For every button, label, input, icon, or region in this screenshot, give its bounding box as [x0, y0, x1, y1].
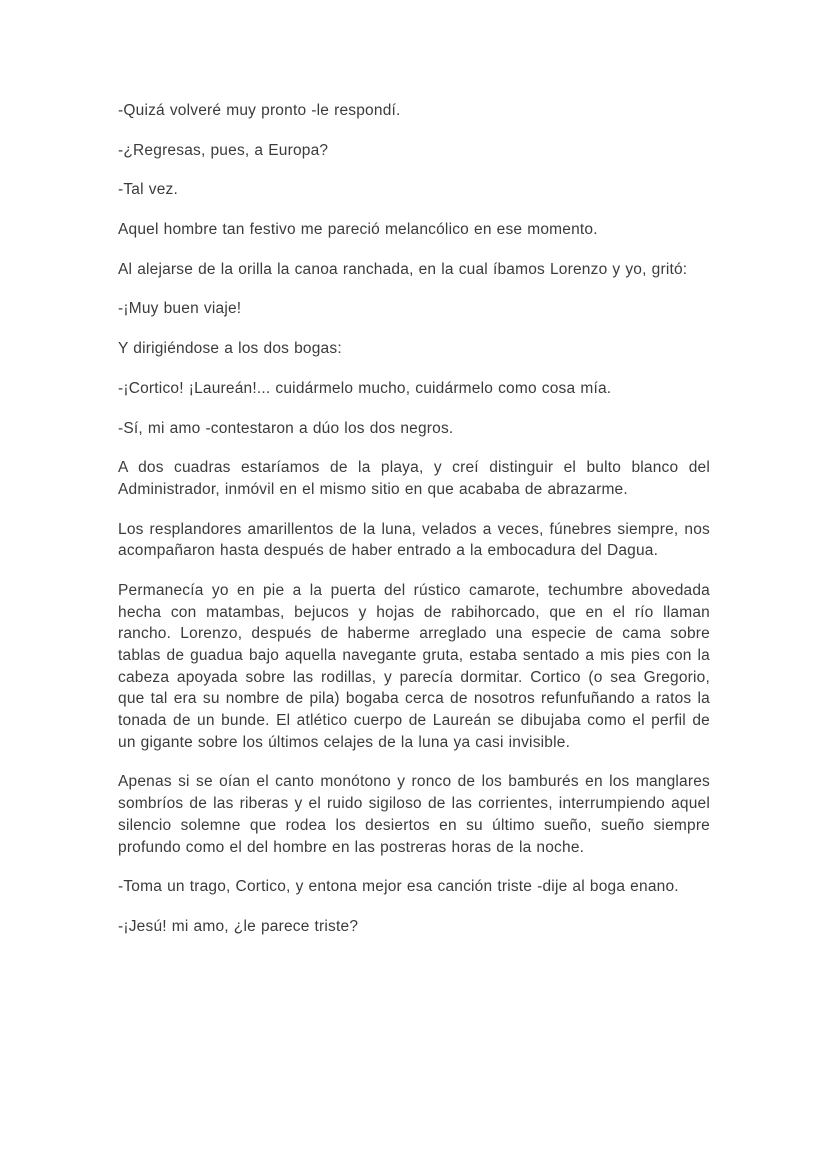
- paragraph: Los resplandores amarillentos de la luna, velados a veces, fúnebres siempre, nos acompañaron hasta después de haber entrado a la embocadura del Dagua.: [118, 520, 710, 560]
- paragraph: Apenas si se oían el canto monótono y ronco de los bamburés en los manglares sombríos de las riberas y el ruido sigiloso de las corrientes, interrumpiendo aquel silencio solemne que rodea los desiertos en su último sueño, sueño siempre profundo como el del hombre en las postreras horas de la noche.: [118, 773, 710, 856]
- paragraph: -Quizá volveré muy pronto -le respondí.: [118, 102, 401, 119]
- paragraph: -Toma un trago, Cortico, y entona mejor esa canción triste -dije al boga enano.: [118, 878, 679, 896]
- paragraph: -¡Muy buen viaje!: [118, 300, 242, 318]
- paragraph: -Sí, mi amo -contestaron a dúo los dos negros.: [118, 419, 454, 437]
- paragraph: Al alejarse de la orilla la canoa ranchada, en la cual íbamos Lorenzo y yo, gritó:: [118, 260, 688, 278]
- paragraph: A dos cuadras estaríamos de la playa, y creí distinguir el bulto blanco del Administrador, inmóvil en el mismo sitio en que acababa de abrazarme.: [118, 459, 710, 498]
- paragraph: Permanecía yo en pie a la puerta del rústico camarote, techumbre abovedada hecha con matambas, bejucos y hojas de rabihorcado, que en el río llaman rancho. Lorenzo, después de haberme arreglado una especie de cama sobre tablas de guadua bajo aquella navegante gruta, estaba sentado a mis pies con la cabeza apoyada sobre las rodillas, y parecía dormitar. Cortico (o sea Gregorio, que tal era su nombre de pila) bogaba cerca de nosotros refunfuñando a ratos la tonada de un bunde. El atlético cuerpo de Laureán se dibujaba como el perfil de un gigante sobre los últimos celajes de la luna ya casi invisible.: [118, 581, 710, 751]
- paragraph: -¡Cortico! ¡Laureán!... cuidármelo mucho, cuidármelo como cosa mía.: [118, 379, 612, 397]
- paragraph: Aquel hombre tan festivo me pareció melancólico en ese momento.: [118, 221, 598, 239]
- paragraph: Y dirigiéndose a los dos bogas:: [118, 340, 342, 358]
- paragraph: -¡Jesú! mi amo, ¿le parece triste?: [118, 917, 359, 935]
- paragraph: -Tal vez.: [118, 181, 179, 199]
- paragraph: -¿Regresas, pues, a Europa?: [118, 141, 329, 159]
